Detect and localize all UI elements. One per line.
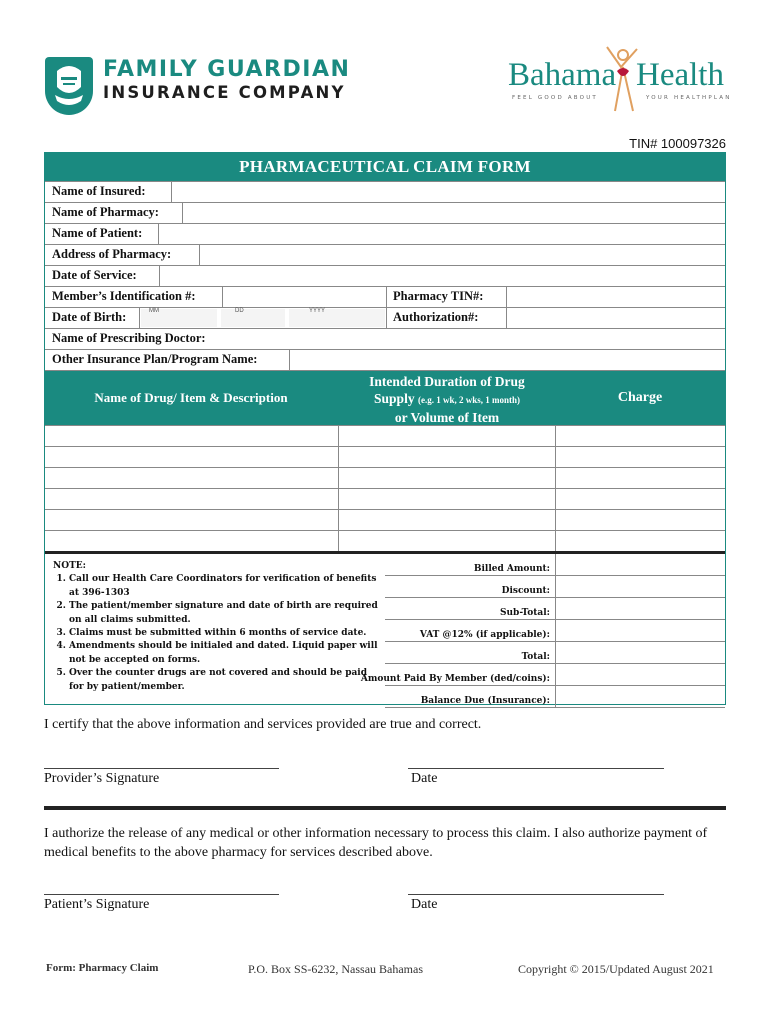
note-item: 4. Amendments should be initialed and dated. Liquid paper will not be accepted on forms.	[69, 640, 383, 667]
member-id-label: Member’s Identification #:	[52, 289, 196, 303]
insured-input[interactable]	[172, 182, 725, 202]
pharmacy-input[interactable]	[183, 203, 725, 223]
patient-date-label: Date	[411, 897, 438, 912]
member-paid-row	[360, 664, 725, 686]
member-id-row	[45, 286, 725, 307]
balance-due-label: Balance Due (Insurance):	[420, 696, 550, 706]
discount-label: Discount:	[501, 586, 550, 596]
footer-address: P.O. Box SS-6232, Nassau Bahamas	[248, 962, 424, 976]
patient-date-line[interactable]	[408, 894, 664, 895]
totals-section	[360, 554, 725, 708]
provider-date-label: Date	[411, 771, 438, 786]
partner-name-1: Bahama	[508, 57, 617, 93]
dob-mm-hint: MM	[149, 308, 159, 314]
claim-form	[44, 152, 726, 705]
duration-header-note: (e.g. 1 wk, 2 wks, 1 month)	[417, 395, 520, 405]
table-row[interactable]	[45, 425, 725, 446]
table-row[interactable]	[45, 446, 725, 467]
note-item: 1. Call our Health Care Coordinators for verification of benefits at 396-1303	[69, 573, 383, 600]
company-name-line2: INSURANCE COMPANY	[103, 83, 346, 102]
notes-section	[53, 560, 383, 694]
provider-signature-label: Provider’s Signature	[44, 771, 160, 786]
balance-due-row	[385, 686, 725, 708]
doctor-label: Name of Prescribing Doctor:	[52, 331, 206, 345]
duration-header-line1: Intended Duration of Drug	[369, 374, 525, 389]
notes-title: NOTE:	[53, 561, 86, 571]
billed-amount-input[interactable]	[556, 554, 725, 575]
bahama-health-logo	[508, 45, 732, 115]
vat-row	[385, 620, 725, 642]
subtotal-row	[385, 598, 725, 620]
billed-amount-row	[385, 554, 725, 576]
doctor-input[interactable]	[225, 329, 725, 349]
authorization-text: I authorize the release of any medical or other information necessary to process this claim. I also authorize payment of medical benefits to the above pharmacy for services described above.	[44, 826, 708, 860]
table-row[interactable]	[45, 509, 725, 530]
vat-label: VAT @12% (if applicable):	[419, 630, 550, 640]
doctor-row	[45, 328, 725, 349]
partner-name-2: Health	[636, 57, 724, 93]
table-row[interactable]	[45, 467, 725, 488]
other-insurance-input[interactable]	[290, 350, 725, 370]
dob-dd-hint: DD	[235, 308, 244, 314]
drug-table-body	[45, 425, 725, 551]
footer-form-name: Form: Pharmacy Claim	[46, 962, 159, 974]
member-paid-input[interactable]	[556, 664, 725, 685]
dob-year-input[interactable]	[289, 309, 385, 327]
address-input[interactable]	[200, 245, 725, 265]
pharmacy-tin-input[interactable]	[506, 287, 725, 307]
insured-label: Name of Insured:	[52, 184, 146, 198]
member-id-input[interactable]	[223, 287, 385, 307]
family-guardian-logo	[45, 57, 351, 117]
discount-input[interactable]	[556, 576, 725, 597]
drug-name-header: Name of Drug/ Item & Description	[94, 390, 288, 405]
dob-label: Date of Birth:	[52, 310, 127, 324]
tin-number: TIN# 100097326	[629, 136, 726, 151]
table-row[interactable]	[45, 488, 725, 509]
footer-copyright: Copyright © 2015/Updated August 2021	[518, 962, 714, 976]
form-title: PHARMACEUTICAL CLAIM FORM	[45, 153, 725, 181]
charge-header: Charge	[617, 390, 663, 405]
other-insurance-row	[45, 349, 725, 370]
knight-helmet-icon	[45, 57, 93, 115]
patient-row	[45, 223, 725, 244]
subtotal-input[interactable]	[556, 598, 725, 619]
dob-yyyy-hint: YYYY	[309, 308, 326, 314]
discount-row	[385, 576, 725, 598]
service-date-input[interactable]	[160, 266, 725, 286]
address-label: Address of Pharmacy:	[52, 247, 172, 261]
patient-signature-line[interactable]	[44, 894, 279, 895]
authorization-label: Authorization#:	[393, 310, 479, 324]
address-row	[45, 244, 725, 265]
total-label: Total:	[521, 652, 550, 662]
pharmacy-row	[45, 202, 725, 223]
authorization-input[interactable]	[506, 308, 725, 328]
pharmacy-tin-label: Pharmacy TIN#:	[393, 289, 484, 303]
provider-signature-line[interactable]	[44, 768, 279, 769]
patient-signature-label: Patient’s Signature	[44, 897, 150, 912]
vat-input[interactable]	[556, 620, 725, 641]
duration-header-line2: Supply	[374, 391, 415, 406]
dob-row	[45, 307, 725, 328]
drug-table-header	[45, 370, 725, 425]
note-item: 3. Claims must be submitted within 6 months of service date.	[69, 627, 383, 640]
service-date-row	[45, 265, 725, 286]
patient-input[interactable]	[159, 224, 725, 244]
balance-due-input[interactable]	[556, 686, 725, 707]
member-paid-label: Amount Paid By Member (ded/coins):	[360, 674, 550, 684]
note-item: 5. Over the counter drugs are not covered and should be paid for by patient/member.	[69, 667, 383, 694]
certification-text: I certify that the above information and services provided are true and correct.	[44, 717, 482, 732]
total-row	[385, 642, 725, 664]
partner-tagline-2: YOUR HEALTHPLAN	[646, 95, 732, 101]
billed-amount-label: Billed Amount:	[473, 564, 550, 574]
subtotal-label: Sub-Total:	[500, 608, 550, 618]
patient-label: Name of Patient:	[52, 226, 143, 240]
notes-and-totals	[45, 551, 725, 704]
dob-day-input[interactable]	[221, 309, 285, 327]
other-insurance-label: Other Insurance Plan/Program Name:	[52, 352, 258, 366]
company-name-line1: FAMILY GUARDIAN	[103, 57, 351, 82]
section-divider	[44, 806, 726, 810]
pharmacy-label: Name of Pharmacy:	[52, 205, 159, 219]
service-date-label: Date of Service:	[52, 268, 137, 282]
partner-tagline-1: FEEL GOOD ABOUT	[512, 95, 598, 101]
total-input[interactable]	[556, 642, 725, 663]
insured-row	[45, 181, 725, 202]
duration-header-line3: or Volume of Item	[394, 410, 500, 425]
table-row[interactable]	[45, 530, 725, 551]
provider-date-line[interactable]	[408, 768, 664, 769]
note-item: 2. The patient/member signature and date of birth are required on all claims submitted.	[69, 600, 383, 627]
duration-header	[339, 373, 555, 425]
